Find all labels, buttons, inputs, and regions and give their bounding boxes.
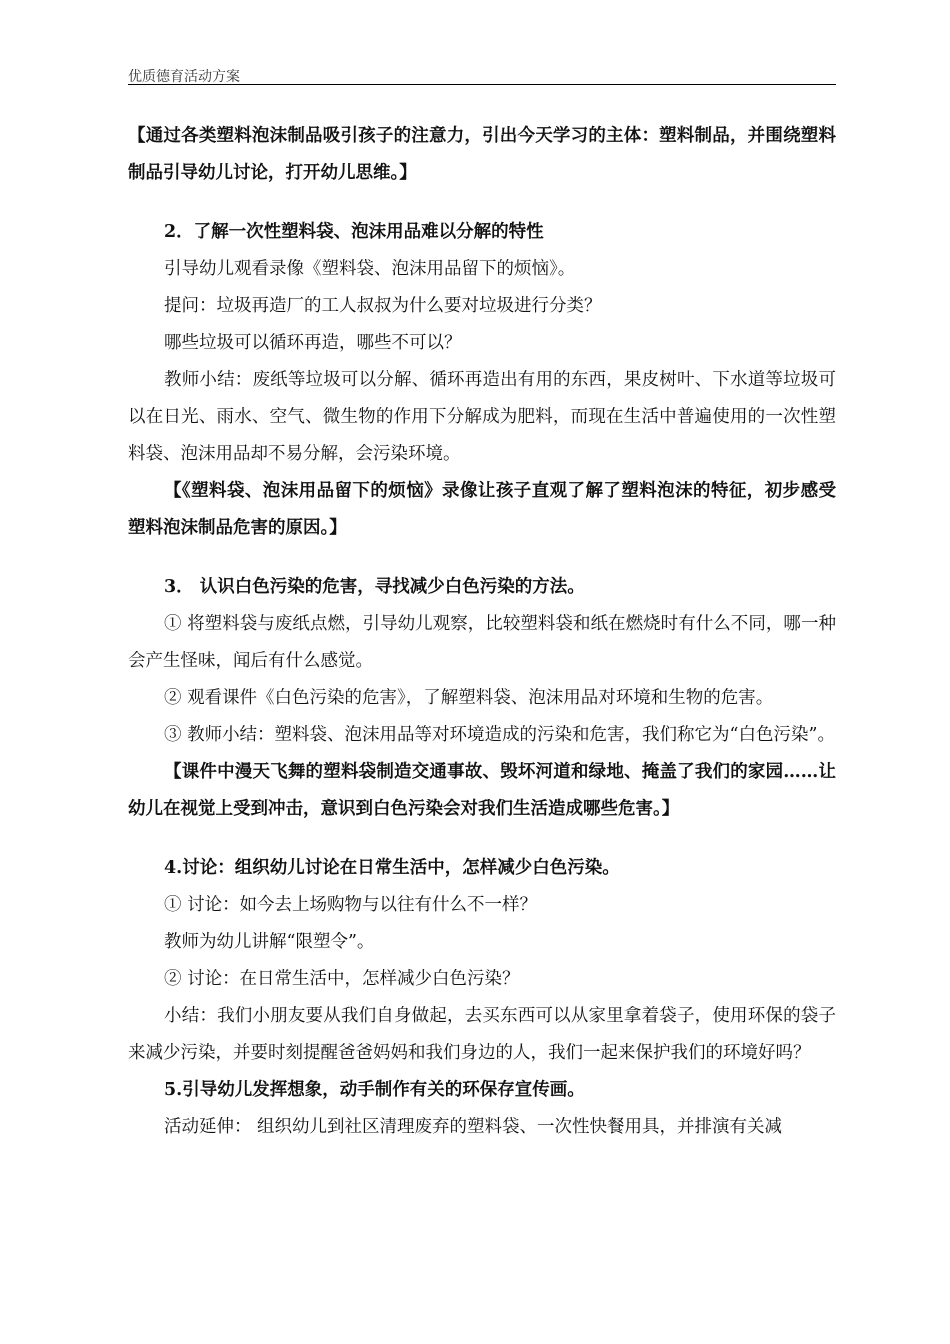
- section-heading: 4.讨论：组织幼儿讨论在日常生活中，怎样减少白色污染。: [164, 858, 620, 878]
- section-heading: 5.引导幼儿发挥想象，动手制作有关的环保存宣传画。: [164, 1080, 585, 1100]
- body-paragraph: ② 讨论：在日常生活中，怎样减少白色污染？: [164, 969, 520, 989]
- document-body: [128, 118, 836, 1146]
- bracket-note-paragraph: 【《塑料袋、泡沫用品留下的烦恼》录像让孩子直观了解了塑料泡沫的特征，初步感受塑料泡沫制品危害的原因。】: [128, 481, 836, 538]
- body-paragraph: ② 观看课件《白色污染的危害》，了解塑料袋、泡沫用品对环境和生物的危害。: [164, 688, 774, 708]
- body-paragraph: 教师为幼儿讲解“限塑令”。: [164, 932, 375, 952]
- body-paragraph: 引导幼儿观看录像《塑料袋、泡沫用品留下的烦恼》。: [164, 259, 576, 279]
- section-heading: 2．了解一次性塑料袋、泡沫用品难以分解的特性: [164, 222, 544, 242]
- spacer: [128, 828, 836, 850]
- body-paragraph: ③ 教师小结：塑料袋、泡沫用品等对环境造成的污染和危害，我们称它为“白色污染”。: [164, 725, 835, 745]
- body-paragraph: ① 讨论：如今去上场购物与以往有什么不一样？: [164, 895, 538, 915]
- body-paragraph: 教师小结：废纸等垃圾可以分解、循环再造出有用的东西，果皮树叶、下水道等垃圾可以在日光、雨水、空气、微生物的作用下分解成为肥料，而现在生活中普遍使用的一次性塑料袋、泡沫用品却不易分解，会污染环境。: [128, 370, 836, 464]
- body-paragraph: 活动延伸： 组织幼儿到社区清理废弃的塑料袋、一次性快餐用具，并排演有关减: [164, 1117, 783, 1137]
- header-rule: [128, 84, 836, 85]
- bracket-note-paragraph: 【课件中漫天飞舞的塑料袋制造交通事故、毁坏河道和绿地、掩盖了我们的家园……让幼儿在视觉上受到冲击，意识到白色污染会对我们生活造成哪些危害。】: [128, 762, 836, 819]
- body-paragraph: 提问：垃圾再造厂的工人叔叔为什么要对垃圾进行分类？: [164, 296, 602, 316]
- spacer: [128, 547, 836, 569]
- section-heading: 3． 认识白色污染的危害，寻找减少白色污染的方法。: [164, 577, 585, 597]
- page-header-title: 优质德育活动方案: [128, 69, 240, 85]
- body-paragraph: ① 将塑料袋与废纸点燃，引导幼儿观察，比较塑料袋和纸在燃烧时有什么不同，哪一种会产生怪味，闻后有什么感觉。: [128, 614, 836, 671]
- body-paragraph: 小结：我们小朋友要从我们自身做起，去买东西可以从家里拿着袋子，使用环保的袋子来减少污染，并要时刻提醒爸爸妈妈和我们身边的人，我们一起来保护我们的环境好吗？: [128, 1006, 836, 1063]
- spacer: [128, 192, 836, 214]
- bracket-note-paragraph: 【通过各类塑料泡沫制品吸引孩子的注意力，引出今天学习的主体：塑料制品，并围绕塑料制品引导幼儿讨论，打开幼儿思维。】: [128, 126, 836, 183]
- body-paragraph: 哪些垃圾可以循环再造，哪些不可以？: [164, 333, 462, 353]
